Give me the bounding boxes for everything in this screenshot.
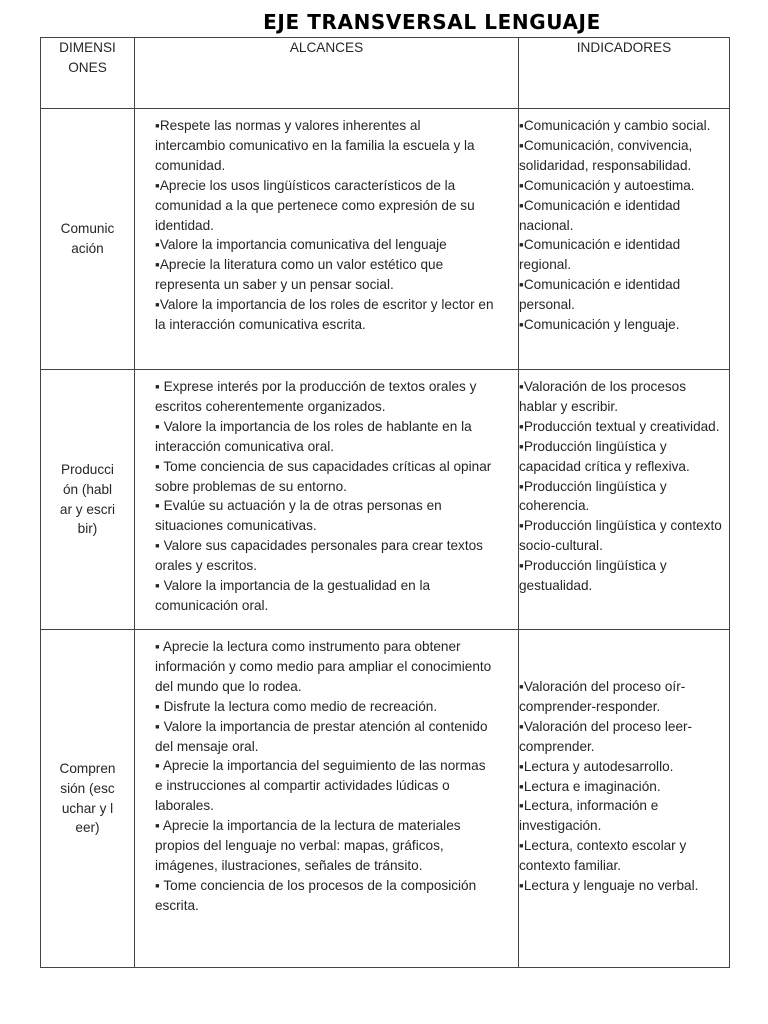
indicador-item: ▪Comunicación y autoestima. bbox=[519, 177, 695, 193]
alcance-item: ▪Aprecie los usos lingüísticos característicos de la comunidad a la que pertenece como expresión de su identidad. bbox=[155, 177, 475, 233]
alcance-item: ▪Respete las normas y valores inherentes al intercambio comunicativo en la familia la escuela y la comunidad. bbox=[155, 118, 475, 173]
indicador-item: ▪Lectura, contexto escolar y contexto familiar. bbox=[519, 838, 687, 874]
alcance-item: ▪ Aprecie la importancia del seguimiento de las normas e instrucciones al compartir actividades lúdicas o laborales. bbox=[155, 758, 486, 814]
header-alcances: ALCANCES bbox=[135, 38, 519, 109]
indicador-item: ▪Comunicación e identidad regional. bbox=[519, 237, 681, 273]
indicador-item: ▪Comunicación e identidad nacional. bbox=[519, 197, 681, 233]
indicador-item: ▪Comunicación y lenguaje. bbox=[519, 317, 680, 333]
indicador-item: ▪Comunicación y cambio social. bbox=[519, 118, 711, 133]
table-row bbox=[41, 630, 730, 968]
alcance-item: ▪Valore la importancia de los roles de escritor y lector en la interacción comunicativa escrita. bbox=[155, 297, 494, 333]
indicador-item: ▪Producción lingüística y gestualidad. bbox=[519, 558, 667, 594]
alcance-item: ▪ Aprecie la lectura como instrumento para obtener información y como medio para ampliar el conocimiento del mundo que lo rodea. bbox=[155, 639, 492, 694]
alcance-item: ▪Valore la importancia comunicativa del lenguaje bbox=[155, 237, 447, 253]
table-row bbox=[41, 109, 730, 370]
indicadores-cell bbox=[519, 109, 730, 370]
indicador-item: ▪Comunicación e identidad personal. bbox=[519, 277, 681, 313]
header-row bbox=[41, 38, 730, 109]
indicador-item: ▪Valoración del proceso leer-comprender. bbox=[519, 718, 693, 754]
alcance-item: ▪ Disfrute la lectura como medio de recreación. bbox=[155, 698, 438, 714]
indicador-item: ▪Lectura y lenguaje no verbal. bbox=[519, 878, 699, 894]
indicador-item: ▪Lectura, información e investigación. bbox=[519, 798, 659, 834]
alcance-item: ▪ Evalúe su actuación y la de otras personas en situaciones comunicativas. bbox=[155, 498, 442, 534]
indicador-item: ▪Producción lingüística y coherencia. bbox=[519, 478, 667, 514]
alcance-item: ▪ Valore la importancia de la gestualidad en la comunicación oral. bbox=[155, 578, 431, 613]
alcance-item: ▪ Valore la importancia de prestar atención al contenido del mensaje oral. bbox=[155, 718, 488, 754]
page-title: EJE TRANSVERSAL LENGUAJE bbox=[263, 10, 601, 34]
indicador-item: ▪Lectura y autodesarrollo. bbox=[519, 758, 674, 774]
indicador-item: ▪Producción textual y creatividad. bbox=[519, 418, 720, 434]
alcances-cell bbox=[135, 109, 519, 370]
dimension-cell: Comprensión (escuchar y leer) bbox=[41, 630, 135, 968]
indicador-item: ▪Producción lingüística y capacidad crítica y reflexiva. bbox=[519, 438, 690, 474]
indicador-item: ▪Lectura e imaginación. bbox=[519, 778, 661, 794]
lenguaje-table bbox=[40, 37, 730, 968]
alcances-cell bbox=[135, 630, 519, 968]
alcance-item: ▪ Valore la importancia de los roles de hablante en la interacción comunicativa oral. bbox=[155, 418, 472, 454]
alcances-cell bbox=[135, 370, 519, 630]
indicador-item: ▪Producción lingüística y contexto socio-cultural. bbox=[519, 518, 722, 554]
dimension-cell: Producción (hablar y escribir) bbox=[41, 370, 135, 630]
alcance-item: ▪ Exprese interés por la producción de textos orales y escritos coherentemente organizados. bbox=[155, 379, 477, 414]
indicadores-cell bbox=[519, 370, 730, 630]
alcance-item: ▪ Valore sus capacidades personales para crear textos orales y escritos. bbox=[155, 538, 483, 574]
indicador-item: ▪Valoración de los procesos hablar y escribir. bbox=[519, 379, 687, 414]
alcance-item: ▪ Tome conciencia de sus capacidades críticas al opinar sobre problemas de su entorno. bbox=[155, 458, 492, 494]
indicador-item: ▪Comunicación, convivencia, solidaridad, responsabilidad. bbox=[519, 137, 693, 173]
alcance-item: ▪Aprecie la literatura como un valor estético que representa un saber y un pensar social. bbox=[155, 257, 444, 293]
header-indicadores: INDICADORES bbox=[519, 38, 730, 109]
indicadores-cell bbox=[519, 630, 730, 968]
alcance-item: ▪ Aprecie la importancia de la lectura de materiales propios del lenguaje no verbal: mapas, gráficos, imágenes, ilustraciones, señales de tránsito. bbox=[155, 818, 461, 873]
table-row bbox=[41, 370, 730, 630]
alcance-item: ▪ Tome conciencia de los procesos de la composición escrita. bbox=[155, 877, 477, 913]
dimension-cell: Comunicación bbox=[41, 109, 135, 370]
indicador-item: ▪Valoración del proceso oír-comprender-responder. bbox=[519, 679, 686, 714]
header-dimensiones: DIMENSIONES bbox=[41, 38, 135, 109]
